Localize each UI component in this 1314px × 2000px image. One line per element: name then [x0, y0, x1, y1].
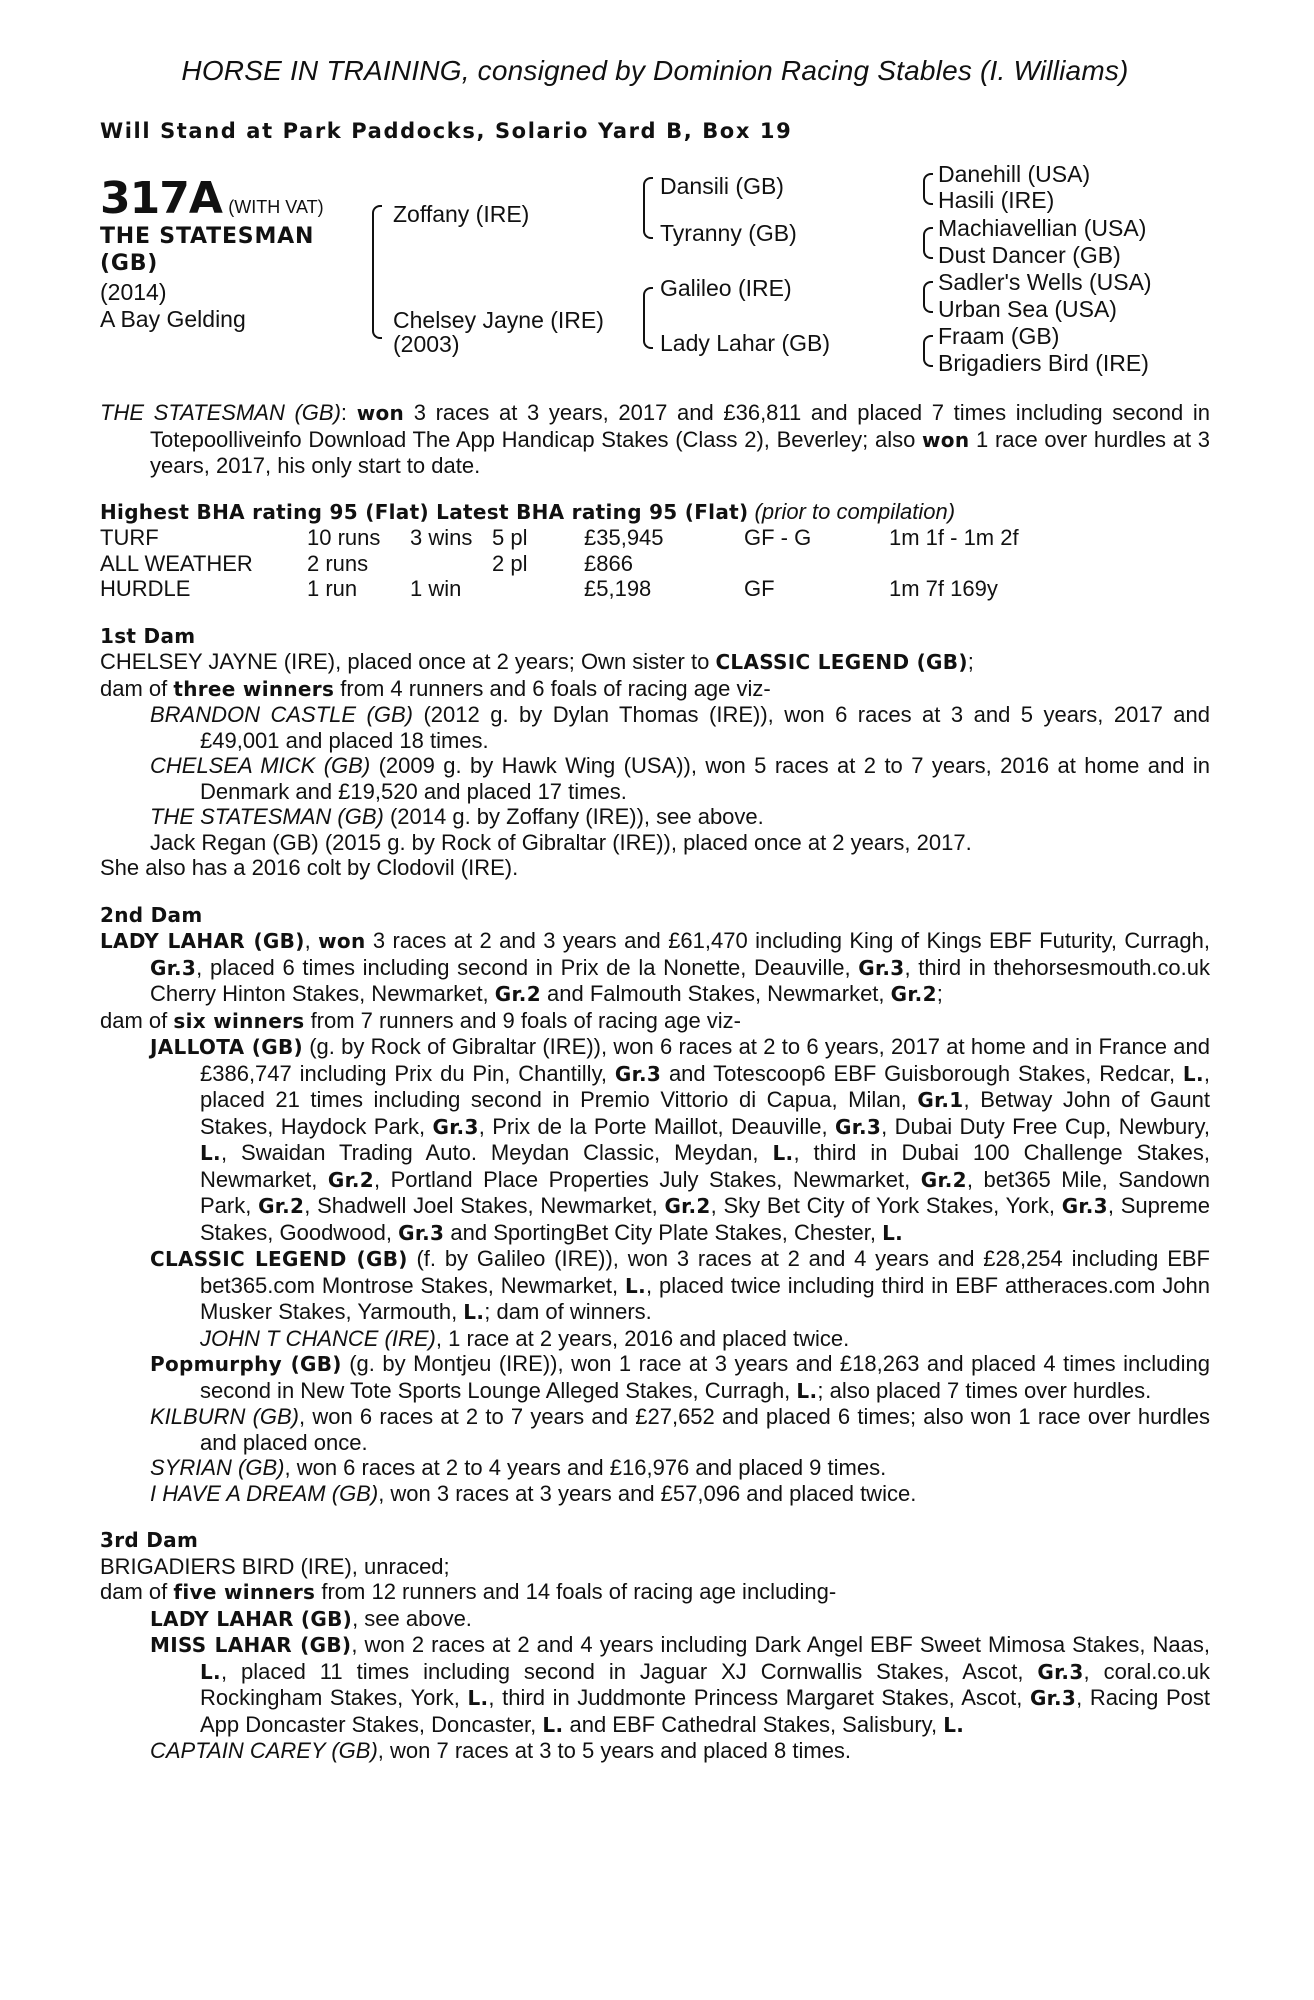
- grade: Gr.3: [398, 1220, 445, 1245]
- text: ; dam of winners.: [484, 1299, 652, 1324]
- dam-produce-line: [100, 676, 1210, 703]
- produce-entry: [100, 1404, 1210, 1455]
- grade: Gr.3: [150, 955, 197, 980]
- pedigree-brace: [923, 227, 933, 259]
- text: and Totescoop6 EBF Guisborough Stakes, Redcar,: [661, 1060, 1183, 1086]
- produce-name: KILBURN (GB): [150, 1404, 300, 1429]
- record-going: GF: [744, 576, 775, 601]
- grade: L.: [463, 1300, 485, 1324]
- bold-name: MISS LAHAR (GB): [150, 1633, 352, 1657]
- grade: Gr.3: [1037, 1659, 1084, 1684]
- text: (2012 g. by Dylan Thomas (IRE)), won 6 races at 3 and 5 years, 2017 and £49,001 and placed 18 times.: [200, 702, 1210, 753]
- grade: Gr.2: [258, 1194, 305, 1218]
- bold-count: six winners: [173, 1008, 305, 1033]
- foaling-year: (2014): [100, 279, 167, 305]
- text: and EBF Cathedral Stakes, Salisbury,: [563, 1711, 944, 1737]
- text: , Shadwell Joel Stakes, Newmarket,: [304, 1193, 665, 1218]
- text: , won 2 races at 2 and 4 years including Dark Angel EBF Sweet Mimosa Stakes, Naas,: [351, 1632, 1210, 1657]
- dam-line: [100, 928, 1210, 1008]
- grade: Gr.3: [834, 1114, 882, 1139]
- grade: Gr.2: [327, 1167, 375, 1192]
- text: , placed 6 times including second in Prix de la Nonette, Deauville,: [196, 954, 859, 980]
- won-label: won: [356, 401, 405, 425]
- pedigree-brace: [923, 335, 933, 367]
- dam-dam: Lady Lahar (GB): [660, 330, 831, 356]
- text: , placed 21 times including second in Premio Vittorio di Capua, Milan,: [200, 1060, 1210, 1112]
- record-pl: [492, 576, 584, 602]
- text: ; also placed 7 times over hurdles.: [817, 1377, 1152, 1403]
- record-runs: 10 runs: [307, 525, 381, 550]
- text: and SportingBet City Plate Stakes, Chester,: [444, 1219, 883, 1245]
- rating-note: (prior to compilation): [748, 498, 956, 524]
- text: , third in Juddmonte Princess Margaret Stakes, Ascot,: [488, 1685, 1030, 1710]
- text: , Portland Place Properties July Stakes, Newmarket,: [374, 1166, 921, 1192]
- text: (2009 g. by Hawk Wing (USA)), won 5 races at 2 to 7 years, 2016 at home and in Denmark and £19,520 and placed 17 times.: [200, 753, 1211, 804]
- text: , bet365 Mile, Sandown Park,: [200, 1166, 1210, 1218]
- text: , Swaidan Trading Auto. Meydan Classic, Meydan,: [220, 1140, 773, 1165]
- record-dist: 1m 1f - 1m 2f: [889, 525, 1019, 550]
- bold-name: LADY LAHAR (GB): [100, 929, 305, 953]
- vat-note: (WITH VAT): [228, 197, 324, 217]
- text: , third in Dubai 100 Challenge Stakes, Newmarket,: [200, 1140, 1211, 1192]
- produce-name: BRANDON CASTLE (GB): [150, 702, 413, 727]
- text: ,: [304, 928, 319, 953]
- pedigree-brace: [372, 205, 382, 339]
- text: 1 race over hurdles at 3 years, 2017, his only start to date.: [150, 426, 1210, 478]
- third-dam-heading: 3rd Dam: [100, 1528, 199, 1552]
- text: , Racing Post App Doncaster Stakes, Doncaster,: [200, 1685, 1210, 1737]
- text: , Betway John of Gaunt Stakes, Haydock Park,: [200, 1087, 1210, 1139]
- produce-entry: Jack Regan (GB) (2015 g. by Rock of Gibraltar (IRE)), placed once at 2 years, 2017.: [150, 829, 972, 855]
- produce-entry: [100, 1351, 1210, 1404]
- record-wins: 1 win: [410, 576, 462, 601]
- produce-name: I HAVE A DREAM (GB): [150, 1480, 379, 1506]
- text: dam of: [100, 675, 174, 701]
- catalogue-body: [100, 400, 1210, 1764]
- ggp-7: Fraam (GB): [938, 323, 1060, 349]
- bold-name: CLASSIC LEGEND (GB): [715, 650, 968, 674]
- grade: L.: [467, 1686, 489, 1710]
- race-record-table: [100, 525, 1039, 602]
- grade: L.: [200, 1659, 221, 1684]
- record-prize: £5,198: [584, 576, 652, 601]
- pedigree-brace: [643, 287, 653, 349]
- dam-sire: Galileo (IRE): [660, 275, 792, 301]
- pedigree-brace: [643, 177, 653, 239]
- produce-name: JOHN T CHANCE (IRE): [200, 1325, 436, 1351]
- text: , Supreme Stakes, Goodwood,: [200, 1193, 1210, 1245]
- ggp-8: Brigadiers Bird (IRE): [938, 350, 1149, 376]
- ggp-1: Danehill (USA): [938, 161, 1091, 187]
- second-dam-heading: 2nd Dam: [100, 902, 203, 927]
- grade: Gr.3: [858, 955, 905, 980]
- record-pl: 5 pl: [492, 525, 528, 550]
- produce-entry: [100, 753, 1210, 804]
- produce-sub-entry: [100, 1326, 1210, 1352]
- record-wins: 3 wins: [410, 525, 473, 550]
- produce-entry: [100, 1246, 1210, 1326]
- record-row: [100, 576, 1039, 602]
- text: , Dubai Duty Free Cup, Newbury,: [881, 1113, 1210, 1139]
- text: dam of: [100, 1007, 174, 1033]
- first-dam-heading: 1st Dam: [100, 623, 196, 648]
- dam-produce-line: [100, 1008, 1210, 1035]
- text: , third in thehorsesmouth.co.uk Cherry Hinton Stakes, Newmarket,: [150, 954, 1210, 1006]
- text: and Falmouth Stakes, Newmarket,: [540, 981, 891, 1006]
- record-prize: £866: [584, 550, 633, 576]
- grade: L.: [200, 1141, 221, 1165]
- bold-name: CLASSIC LEGEND (GB): [150, 1247, 408, 1271]
- text: from 7 runners and 9 foals of racing age viz-: [304, 1007, 742, 1033]
- text: , won 6 races at 2 to 7 years and £27,652 and placed 6 times; also won 1 race over hurdles and placed once.: [200, 1404, 1210, 1455]
- text: :: [340, 400, 357, 425]
- ggp-6: Urban Sea (USA): [938, 296, 1117, 322]
- rating-label: Highest BHA rating 95 (Flat) Latest BHA rating 95 (Flat): [100, 499, 749, 524]
- text: (g. by Montjeu (IRE)), won 1 race at 3 years and £18,263 and placed 4 times including second in New Tote Sports Lounge Alleged Stakes, Curragh,: [200, 1351, 1210, 1403]
- catalogue-page: [100, 55, 1210, 1764]
- text: (2014 g. by Zoffany (IRE)), see above.: [383, 804, 764, 829]
- produce-entry: [100, 804, 1210, 830]
- text: from 4 runners and 6 foals of racing age viz-: [334, 675, 771, 701]
- record-row: [100, 551, 1039, 577]
- record-going: GF - G: [744, 525, 812, 550]
- record-type: HURDLE: [100, 576, 191, 601]
- produce-name: SYRIAN (GB): [150, 1455, 285, 1480]
- record-pl: 2 pl: [492, 550, 528, 576]
- text: ;: [936, 981, 943, 1006]
- grade: Gr.2: [920, 1167, 967, 1192]
- lot-heading: [100, 173, 324, 224]
- record-type: TURF: [100, 525, 159, 550]
- text: , see above.: [352, 1605, 472, 1631]
- produce-note: She also has a 2016 colt by Clodovil (IRE).: [100, 855, 519, 880]
- text: , won 3 races at 3 years and £57,096 and placed twice.: [378, 1480, 917, 1506]
- bold-count: three winners: [173, 676, 335, 701]
- grade: Gr.3: [432, 1114, 479, 1139]
- text: (g. by Rock of Gibraltar (IRE)), won 6 races at 2 to 6 years, 2017 at home and in France and £386,747 including Prix du Pin, Chantilly,: [200, 1034, 1210, 1086]
- text: , Sky Bet City of York Stakes, York,: [710, 1193, 1062, 1218]
- text: CHELSEY JAYNE (IRE), placed once at 2 years; Own sister to: [100, 649, 716, 674]
- dam-line: BRIGADIERS BIRD (IRE), unraced;: [100, 1553, 450, 1579]
- bold-name: LADY LAHAR (GB): [150, 1606, 353, 1631]
- text: from 12 runners and 14 foals of racing age including-: [315, 1579, 837, 1604]
- bold-count: five winners: [173, 1580, 316, 1604]
- bold-name: JALLOTA (GB): [150, 1035, 303, 1059]
- produce-name: CHELSEA MICK (GB): [150, 753, 371, 778]
- produce-name: CAPTAIN CAREY (GB): [150, 1738, 378, 1763]
- ggp-2: Hasili (IRE): [938, 187, 1055, 213]
- dam-produce-line: [100, 1579, 1210, 1606]
- grade: L.: [943, 1712, 965, 1737]
- produce-entry: [100, 1034, 1210, 1246]
- text: 3 races at 3 years, 2017 and £36,811 and placed 7 times including second in Totepoolliveinfo Download The App Handicap Stakes (Class 2), Beverley; also: [150, 400, 1210, 452]
- horse-ref: THE STATESMAN (GB): [100, 400, 341, 425]
- text: , won 6 races at 2 to 4 years and £16,976 and placed 9 times.: [284, 1455, 887, 1480]
- text: , placed twice including third in EBF attheraces.com John Musker Stakes, Yarmouth,: [200, 1272, 1210, 1324]
- text: ;: [967, 649, 974, 674]
- grade: L.: [796, 1378, 818, 1403]
- sire-dam: Tyranny (GB): [660, 220, 797, 246]
- produce-entry: [100, 1606, 1210, 1633]
- produce-entry: [100, 1738, 1210, 1764]
- text: , coral.co.uk Rockingham Stakes, York,: [200, 1658, 1210, 1710]
- produce-entry: [100, 1481, 1210, 1507]
- horse-name: THE STATESMAN: [100, 224, 315, 249]
- consignor-heading: HORSE IN TRAINING, consigned by Dominion Racing Stables (I. Williams): [181, 55, 1129, 86]
- record-dist: [889, 551, 1039, 577]
- lot-number: 317A: [100, 173, 222, 224]
- sire: Zoffany (IRE): [393, 201, 530, 227]
- dam-year: (2003): [393, 331, 460, 357]
- dam-line: [100, 649, 1210, 676]
- pedigree-block: [100, 161, 1210, 400]
- grade: L.: [882, 1220, 904, 1245]
- grade: Gr.2: [494, 982, 541, 1006]
- ggp-4: Dust Dancer (GB): [938, 242, 1121, 268]
- record-dist: 1m 7f 169y: [889, 576, 998, 601]
- record-row: [100, 525, 1039, 551]
- grade: L.: [1182, 1061, 1204, 1086]
- pedigree-brace: [923, 281, 933, 313]
- text: , won 7 races at 3 to 5 years and placed 8 times.: [377, 1738, 852, 1763]
- grade: Gr.2: [890, 982, 937, 1006]
- horse-description: A Bay Gelding: [100, 306, 246, 332]
- produce-entry: [100, 702, 1210, 753]
- produce-entry: [100, 1632, 1210, 1738]
- grade: Gr.2: [664, 1194, 711, 1218]
- record-prize: £35,945: [584, 525, 664, 550]
- horse-country: (GB): [100, 251, 159, 276]
- record-going: [744, 551, 889, 577]
- grade: L.: [625, 1273, 646, 1298]
- bold-name: Popmurphy (GB): [150, 1352, 342, 1376]
- grade: Gr.3: [1029, 1686, 1077, 1710]
- ggp-3: Machiavellian (USA): [938, 215, 1147, 241]
- grade: L.: [542, 1712, 564, 1737]
- record-type: ALL WEATHER: [100, 550, 253, 576]
- text: , placed 11 times including second in Jaguar XJ Cornwallis Stakes, Ascot,: [220, 1658, 1038, 1684]
- produce-entry: [100, 1455, 1210, 1481]
- record-runs: 1 run: [307, 576, 358, 601]
- pedigree-brace: [923, 173, 933, 205]
- race-summary: [100, 400, 1210, 479]
- grade: Gr.3: [1061, 1194, 1108, 1218]
- text: dam of: [100, 1579, 174, 1604]
- ggp-5: Sadler's Wells (USA): [938, 269, 1152, 295]
- text: 3 races at 2 and 3 years and £61,470 including King of Kings EBF Futurity, Curragh,: [365, 928, 1210, 953]
- dam: Chelsey Jayne (IRE): [393, 307, 604, 333]
- record-runs: 2 runs: [307, 550, 369, 576]
- record-wins: [410, 551, 492, 577]
- produce-name: THE STATESMAN (GB): [150, 804, 384, 829]
- sire-sire: Dansili (GB): [660, 173, 784, 199]
- won-label: won: [922, 427, 970, 452]
- grade: Gr.3: [614, 1061, 662, 1086]
- grade: Gr.1: [917, 1088, 964, 1112]
- grade: L.: [772, 1141, 794, 1165]
- text: , 1 race at 2 years, 2016 and placed twice.: [435, 1325, 850, 1351]
- text: , Prix de la Porte Maillot, Deauville,: [478, 1113, 835, 1139]
- won-label: won: [318, 929, 366, 953]
- text: (f. by Galileo (IRE)), won 3 races at 2 and 4 years and £28,254 including EBF bet365.com Montrose Stakes, Newmarket,: [200, 1246, 1210, 1298]
- stand-location: Will Stand at Park Paddocks, Solario Yard B, Box 19: [100, 119, 793, 143]
- rating-heading: [100, 499, 1210, 526]
